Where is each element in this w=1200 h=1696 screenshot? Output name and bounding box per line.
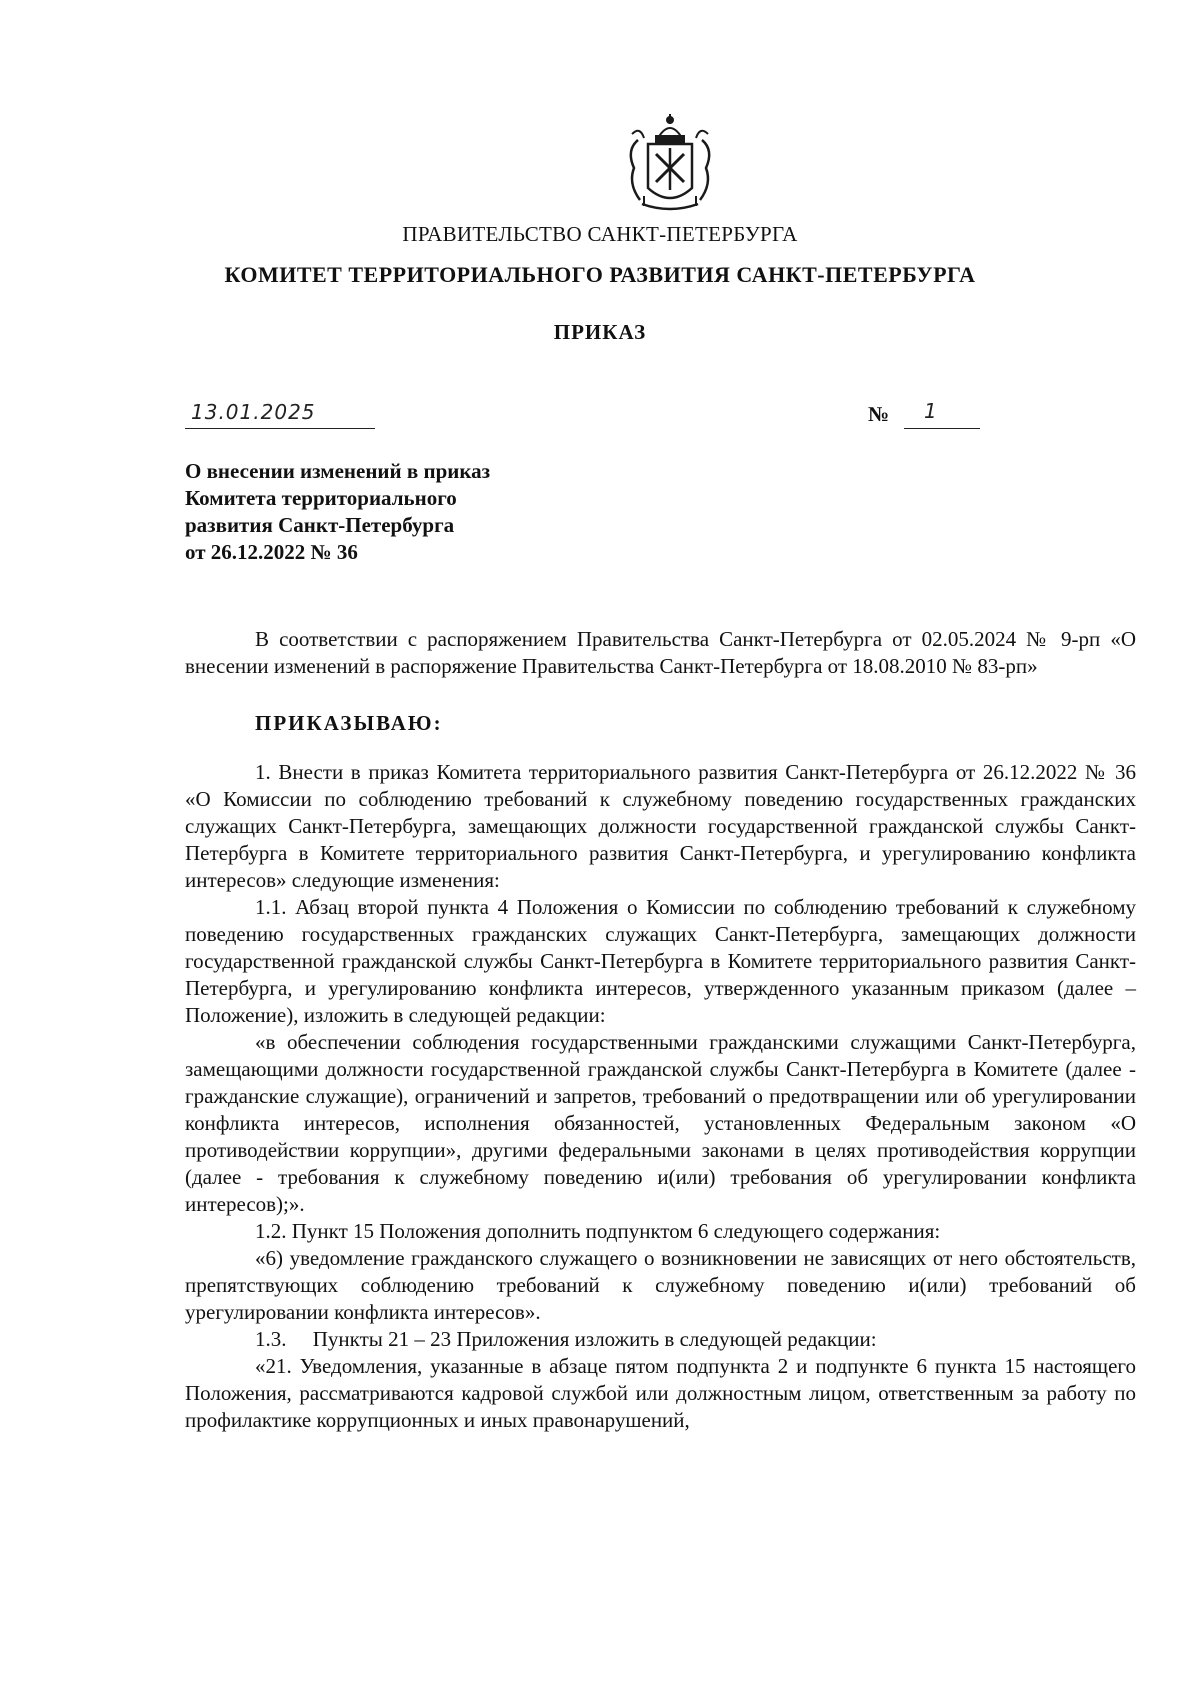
document-type: ПРИКАЗ	[553, 320, 647, 344]
subitem-6-paragraph: «6) уведомление гражданского служащего о возникновении не зависящих от него обстоятельств, препятствующих соблюдению требований к служебному поведению и(или) требований об урегулировании конфликта интересов».	[185, 1246, 1136, 1324]
document-body	[185, 626, 1136, 1434]
item-1-1-paragraph: 1.1. Абзац второй пункта 4 Положения о Комиссии по соблюдению требований к служебному поведению государственных гражданских служащих Санкт-Петербурга, замещающих должности государственной гражданской службы Санкт-Петербурга в Комитете территориального развития Санкт-Петербурга, и урегулированию конфликта интересов, утвержденного указанным приказом (далее – Положение), изложить в следующей редакции:	[185, 895, 1136, 1027]
quoted-text-paragraph: «в обеспечении соблюдения государственными гражданскими служащими Санкт-Петербурга, замещающими должности государственной гражданской службы Санкт-Петербурга в Комитете (далее - гражданские служащие), ограничений и запретов, требований о предотвращении или об урегулировании конфликта интересов, исполнения обязанностей, установленных Федеральным законом «О противодействии коррупции», другими федеральными законами в целях противодействия коррупции (далее - требования к служебному поведению и(или) требования об урегулировании конфликта интересов);».	[185, 1030, 1136, 1216]
item-21-paragraph: «21. Уведомления, указанные в абзаце пятом подпункта 2 и подпункте 6 пункта 15 настоящего Положения, рассматриваются кадровой службой или должностным лицом, ответственным за работу по профилактике коррупционных и иных правонарушений,	[185, 1354, 1136, 1432]
decree-heading: ПРИКАЗЫВАЮ:	[255, 711, 443, 735]
subject-line: О внесении изменений в приказ	[185, 459, 491, 483]
item-1-2-paragraph: 1.2. Пункт 15 Положения дополнить подпунктом 6 следующего содержания:	[255, 1219, 941, 1243]
preamble-paragraph: В соответствии с распоряжением Правительства Санкт-Петербурга от 02.05.2024 № 9-рп «О внесении изменений в распоряжение Правительства Санкт-Петербурга от 18.08.2010 № 83-рп»	[185, 627, 1136, 678]
number-sign: №	[868, 402, 890, 426]
handwritten-number: 1	[924, 399, 937, 423]
subject-line: от 26.12.2022 № 36	[185, 540, 358, 564]
number-underline	[904, 399, 980, 429]
document-date-field	[185, 402, 375, 429]
coat-of-arms-emblem	[618, 110, 722, 216]
item-1-3-paragraph: 1.3. Пункты 21 – 23 Приложения изложить в следующей редакции:	[255, 1327, 877, 1351]
item-1-paragraph: 1. Внести в приказ Комитета территориального развития Санкт-Петербурга от 26.12.2022 № 36 «О Комиссии по соблюдению требований к служебному поведению государственных гражданских служащих Санкт-Петербурга, замещающих должности государственной гражданской службы Санкт-Петербурга в Комитете территориального развития Санкт-Петербурга, и урегулированию конфликта интересов» следующие изменения:	[185, 760, 1136, 892]
document-subject	[185, 458, 585, 566]
handwritten-date: 13.01.2025	[191, 400, 316, 424]
committee-name: КОМИТЕТ ТЕРРИТОРИАЛЬНОГО РАЗВИТИЯ САНКТ-ПЕТЕРБУРГА	[224, 262, 976, 287]
government-name: ПРАВИТЕЛЬСТВО САНКТ-ПЕТЕРБУРГА	[402, 222, 798, 246]
subject-line: развития Санкт-Петербурга	[185, 513, 455, 537]
subject-line: Комитета территориального	[185, 486, 457, 510]
